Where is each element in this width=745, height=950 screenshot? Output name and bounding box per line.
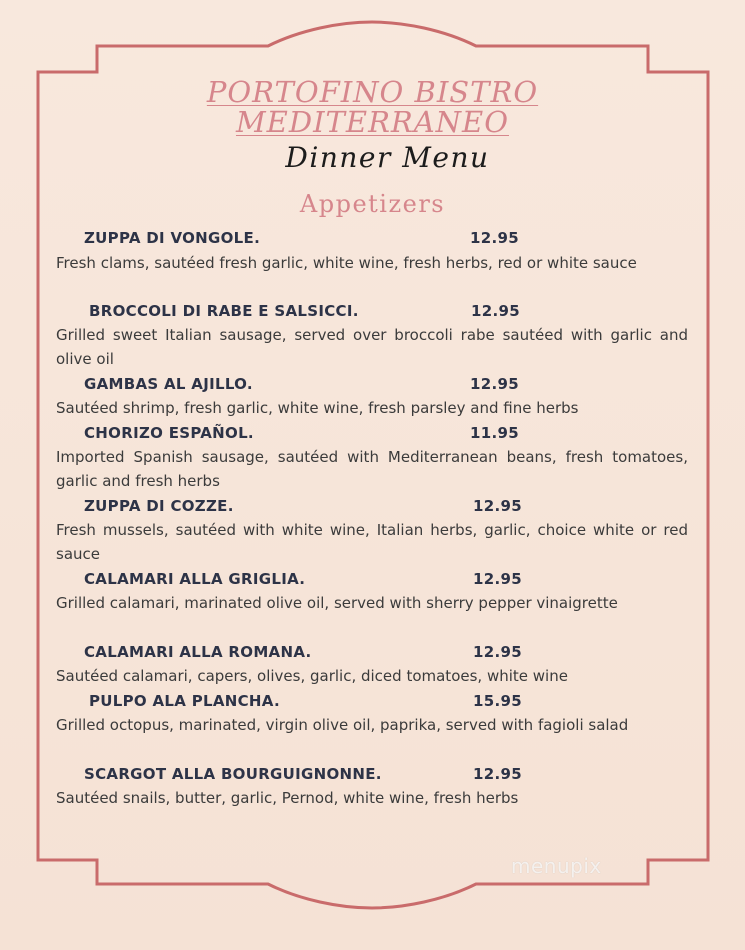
item-name: CALAMARI ALLA ROMANA. [84, 643, 312, 661]
item-description: Grilled octopus, marinated, virgin olive oil, paprika, served with fagioli salad [56, 716, 629, 734]
item-price: 12.95 [473, 765, 522, 783]
item-description: Sautéed calamari, capers, olives, garlic, diced tomatoes, white wine [56, 667, 568, 685]
item-name: BROCCOLI DI RABE E SALSICCI. [89, 302, 359, 320]
item-price: 12.95 [473, 497, 522, 515]
item-name: CALAMARI ALLA GRIGLIA. [84, 570, 306, 588]
item-price: 12.95 [473, 643, 522, 661]
item-name: PULPO ALA PLANCHA. [89, 692, 280, 710]
item-description: Imported Spanish sausage, sautéed with Mediterranean beans, fresh tomatoes, garlic and fresh herbs [56, 448, 688, 490]
item-description: Fresh mussels, sautéed with white wine, Italian herbs, garlic, choice white or red sauce [56, 521, 688, 563]
restaurant-name-line2: MEDITERRANEO [235, 105, 509, 139]
item-description: Grilled sweet Italian sausage, served over broccoli rabe sautéed with garlic and olive oil [56, 326, 688, 368]
item-description: Grilled calamari, marinated olive oil, served with sherry pepper vinaigrette [56, 594, 618, 612]
section-heading: Appetizers [299, 190, 446, 218]
item-name: ZUPPA DI VONGOLE. [84, 229, 261, 247]
watermark-logo: menupix [511, 854, 602, 878]
item-name: SCARGOT ALLA BOURGUIGNONNE. [84, 765, 382, 783]
item-description: Sautéed shrimp, fresh garlic, white wine, fresh parsley and fine herbs [56, 399, 579, 417]
item-price: 12.95 [473, 570, 522, 588]
item-name: GAMBAS AL AJILLO. [84, 375, 253, 393]
item-price: 12.95 [470, 229, 519, 247]
item-price: 12.95 [470, 375, 519, 393]
item-price: 11.95 [470, 424, 519, 442]
item-price: 12.95 [471, 302, 520, 320]
item-name: CHORIZO ESPAÑOL. [84, 424, 254, 442]
item-name: ZUPPA DI COZZE. [84, 497, 234, 515]
item-description: Fresh clams, sautéed fresh garlic, white wine, fresh herbs, red or white sauce [56, 254, 637, 272]
menu-subtitle: Dinner Menu [285, 141, 490, 174]
item-price: 15.95 [473, 692, 522, 710]
restaurant-name-line1: PORTOFINO BISTRO [206, 75, 539, 109]
item-description: Sautéed snails, butter, garlic, Pernod, white wine, fresh herbs [56, 789, 519, 807]
